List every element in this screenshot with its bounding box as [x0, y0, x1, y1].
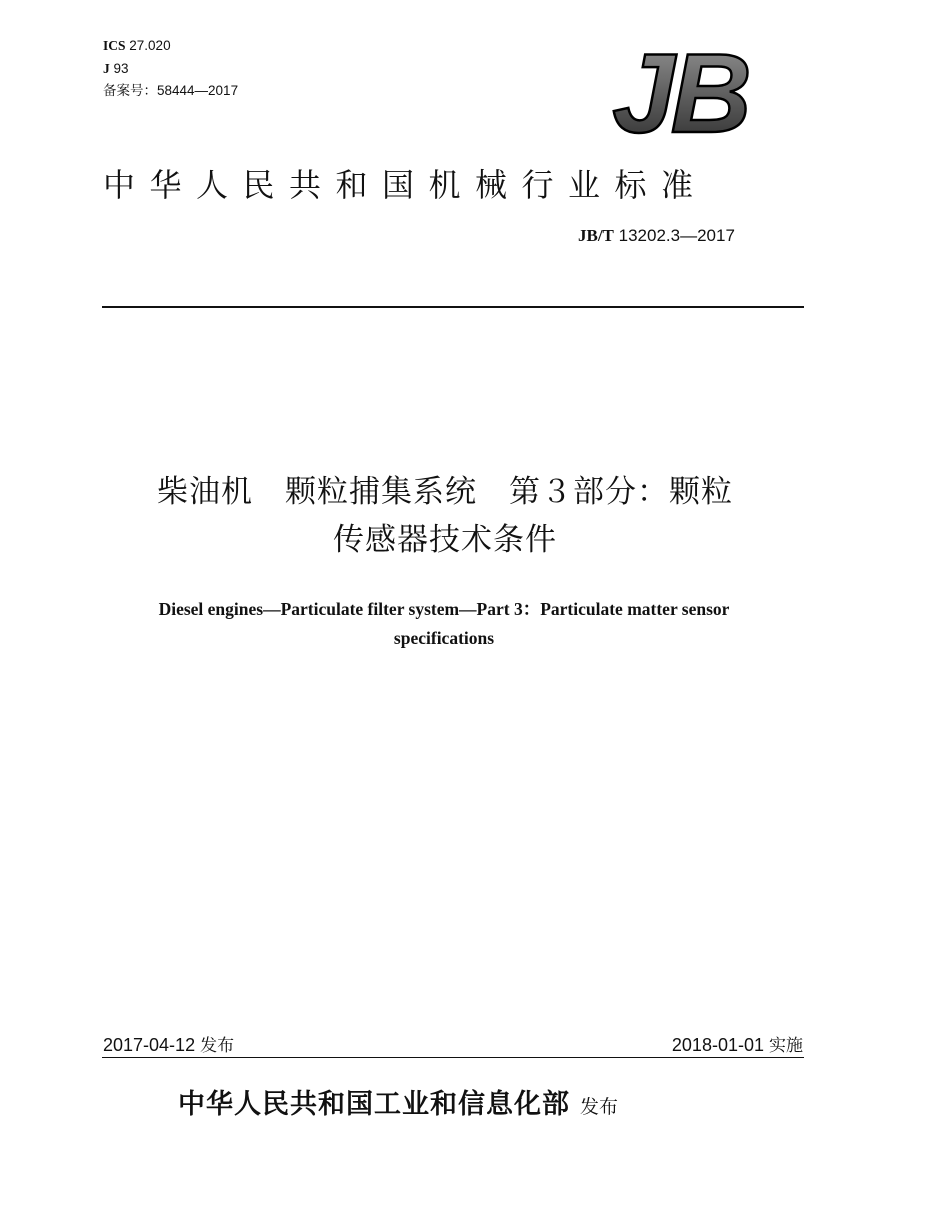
- ics-value: 27.020: [129, 38, 171, 53]
- ccs-code: [103, 61, 129, 77]
- standard-prefix: JB/T: [578, 226, 614, 245]
- issue-date-label: 发布: [200, 1036, 235, 1056]
- jb-logo-text: JB: [612, 40, 748, 140]
- implementation-date-value: 2018-01-01: [671, 1035, 764, 1055]
- issuer-suffix: 发布: [580, 1096, 619, 1118]
- header-divider: [102, 306, 804, 308]
- ics-prefix: ICS: [103, 38, 126, 53]
- ccs-value: 93: [113, 61, 129, 76]
- english-title-line-2: specifications: [393, 628, 495, 648]
- standard-number-value: 13202.3—2017: [618, 226, 735, 245]
- implementation-date-label: 实施: [769, 1036, 803, 1056]
- footer-divider: [102, 1057, 804, 1058]
- record-value: 58444—2017: [157, 83, 239, 98]
- ccs-prefix: J: [103, 61, 110, 76]
- organization-title: 中华人民共和国机械行业标准: [103, 166, 708, 204]
- implementation-date: [672, 1031, 803, 1056]
- issue-date: [103, 1031, 234, 1056]
- jb-logo: [600, 40, 760, 140]
- record-label: 备案号：: [103, 83, 157, 98]
- issuer-name: 中华人民共和国工业和信息化部: [178, 1089, 570, 1120]
- record-number: [103, 83, 238, 99]
- ics-code: [103, 38, 171, 54]
- english-title-line-1: Diesel engines—Particulate filter system—Part 3：Particulate matter sensor: [158, 599, 730, 619]
- issuing-authority: [178, 1082, 618, 1121]
- standard-number: [578, 226, 735, 246]
- issue-date-value: 2017-04-12: [103, 1035, 196, 1055]
- chinese-title-line-2: 传感器技术条件: [333, 522, 557, 558]
- chinese-title-line-1: 柴油机 颗粒捕集系统 第３部分：颗粒: [157, 474, 733, 510]
